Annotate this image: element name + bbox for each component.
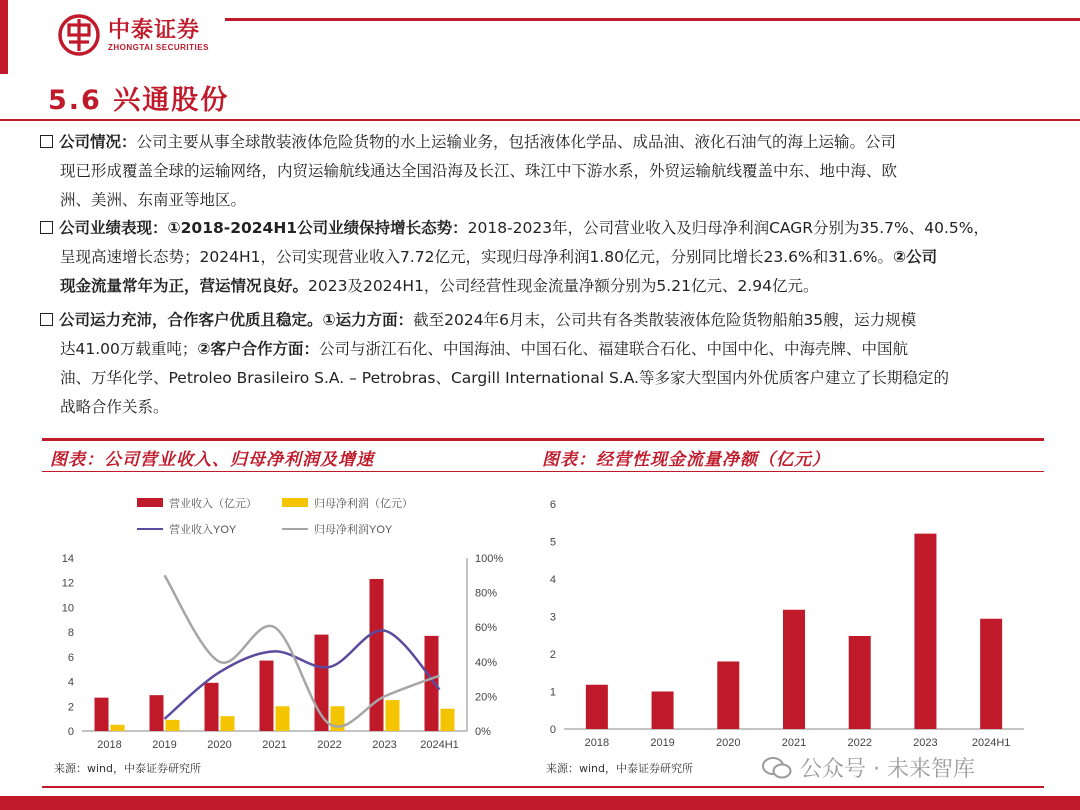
- paragraph-company-overview: [40, 128, 1050, 215]
- y-tick-label: 4: [549, 574, 556, 586]
- profit-bar: [111, 725, 125, 731]
- paragraph-capacity: [40, 306, 1050, 422]
- p3-line2b: 公司与浙江石化、中国海油、中国石化、福建联合石化、中国中化、中海壳牌、中国航: [319, 340, 909, 358]
- y2-tick-label: 100%: [475, 553, 504, 565]
- title-divider: [0, 119, 1080, 121]
- y-tick-label: 5: [549, 536, 556, 549]
- p3-lead: 公司运力充沛，合作客户优质且稳定。①运力方面：: [59, 311, 414, 329]
- cashflow-chart: [534, 474, 1044, 774]
- legend-label: 营业收入YOY: [169, 524, 237, 536]
- cashflow-bar: [783, 610, 805, 729]
- p1-lead: 公司情况：: [59, 133, 137, 151]
- x-tick-label: 2021: [262, 739, 287, 751]
- y2-tick-label: 80%: [475, 587, 498, 600]
- x-tick-label: 2019: [650, 737, 675, 749]
- chart-source: 来源：wind，中泰证券研究所: [54, 762, 202, 775]
- p3-line3: 油、万华化学、Petroleo Brasileiro S.A. – Petrobras、Cargill International S.A.等多家大型国内外优质客户建立了长期稳定的: [60, 369, 949, 387]
- legend-label: 归母净利润（亿元）: [314, 498, 413, 510]
- x-tick-label: 2024H1: [420, 739, 459, 751]
- p3-line2a: 达41.00万载重吨；: [60, 340, 198, 358]
- cashflow-bar: [980, 619, 1002, 729]
- revenue-profit-chart: [42, 474, 552, 774]
- legend-swatch: [137, 498, 163, 507]
- revenue-bar: [260, 661, 274, 731]
- p2-line3-bold: 现金流量常年为正，营运情况良好。: [60, 277, 309, 295]
- brand-logo: [58, 14, 209, 56]
- cashflow-bar: [717, 662, 739, 730]
- x-tick-label: 2022: [317, 739, 342, 751]
- x-tick-label: 2024H1: [971, 737, 1011, 749]
- watermark-text: 公众号 · 未来智库: [800, 757, 975, 782]
- chart-bottom-rule: [42, 786, 552, 788]
- wechat-icon: [762, 756, 792, 780]
- x-tick-label: 2023: [913, 737, 938, 749]
- x-tick-label: 2018: [97, 739, 122, 751]
- revenue-bar: [95, 698, 109, 731]
- y-tick-label: 3: [549, 611, 556, 624]
- x-tick-label: 2023: [372, 739, 397, 751]
- y-tick-label: 8: [67, 627, 74, 640]
- y-tick-label: 6: [67, 651, 74, 664]
- p2-lead: 公司业绩表现：①2018-2024H1公司业绩保持增长态势：: [59, 219, 468, 237]
- y2-tick-label: 60%: [475, 622, 498, 635]
- y-tick-label: 1: [549, 686, 556, 699]
- y2-tick-label: 20%: [475, 691, 498, 704]
- revenue-bar: [425, 636, 439, 731]
- cashflow-bar: [849, 636, 871, 729]
- slide-title: 5.6 兴通股份: [48, 85, 230, 116]
- chart-header: [534, 438, 1044, 472]
- checkbox-bullet-icon: [40, 313, 53, 326]
- brand-name-cn: 中泰证券: [108, 17, 201, 43]
- p3-line2-bold: ②客户合作方面：: [197, 340, 319, 358]
- zhongtai-logo-icon: [58, 14, 100, 56]
- p3-line4: 战略合作关系。: [60, 398, 169, 416]
- y-tick-label: 4: [67, 676, 74, 689]
- cashflow-chart-panel: [534, 438, 1044, 788]
- profit-bar: [166, 720, 180, 731]
- checkbox-bullet-icon: [40, 221, 53, 234]
- y2-tick-label: 40%: [475, 656, 498, 669]
- revenue-bar: [150, 695, 164, 731]
- x-tick-label: 2020: [716, 737, 741, 749]
- profit-bar: [386, 700, 400, 731]
- chart-title: 图表：公司营业收入、归母净利润及增速: [50, 450, 374, 470]
- x-tick-label: 2019: [152, 739, 177, 751]
- cashflow-bar: [652, 692, 674, 730]
- p1-line3: 洲、美洲、东南亚等地区。: [60, 191, 247, 209]
- revenue-bar: [370, 579, 384, 731]
- y-tick-label: 0: [67, 726, 74, 738]
- p2-line1: 2018-2023年，公司营业收入及归母净利润CAGR分别为35.7%、40.5%，: [467, 219, 990, 237]
- p2-line2-bold: ②公司: [892, 248, 938, 266]
- revenue-profit-chart-panel: [42, 438, 552, 788]
- p3-line1: 截至2024年6月末，公司共有各类散装液体危险货物船舶35艘，运力规模: [413, 311, 917, 329]
- profit-bar: [276, 706, 290, 731]
- profit-bar: [441, 709, 455, 731]
- header-rule: [225, 18, 1080, 21]
- header: [0, 0, 1080, 74]
- chart-header: [42, 438, 552, 472]
- legend-label: 营业收入（亿元）: [169, 498, 257, 510]
- p2-line2: 呈现高速增长态势；2024H1，公司实现营业收入7.72亿元，实现归母净利润1.80亿元，分别同比增长23.6%和31.6%。: [60, 248, 893, 266]
- x-tick-label: 2018: [584, 737, 610, 749]
- legend-swatch: [282, 498, 308, 507]
- y2-tick-label: 0%: [475, 726, 491, 738]
- chart-source: 来源：wind，中泰证券研究所: [546, 762, 694, 775]
- x-tick-label: 2021: [781, 737, 807, 749]
- y-tick-label: 10: [61, 602, 74, 615]
- watermark: [762, 752, 975, 783]
- profit-bar: [221, 716, 235, 731]
- y-tick-label: 12: [61, 577, 74, 590]
- cashflow-bar: [586, 685, 608, 729]
- y-tick-label: 2: [67, 701, 74, 714]
- chart-title: 图表：经营性现金流量净额（亿元）: [542, 450, 830, 470]
- brand-name-en: ZHONGTAI SECURITIES: [108, 42, 209, 52]
- x-tick-label: 2020: [207, 739, 232, 751]
- checkbox-bullet-icon: [40, 135, 53, 148]
- y-tick-label: 2: [549, 649, 556, 661]
- y-tick-label: 14: [61, 553, 74, 565]
- legend-label: 归母净利润YOY: [314, 524, 393, 536]
- p1-line2: 现已形成覆盖全球的运输网络，内贸运输航线通达全国沿海及长江、珠江中下游水系，外贸运输航线覆盖中东、地中海、欧: [60, 162, 898, 180]
- p1-line1: 公司主要从事全球散装液体危险货物的水上运输业务，包括液体化学品、成品油、液化石油气的海上运输。公司: [136, 133, 897, 151]
- y-tick-label: 0: [549, 724, 556, 736]
- y-tick-label: 6: [549, 499, 556, 511]
- chart-bottom-rule: [534, 786, 1044, 788]
- revenue-bar: [205, 683, 219, 731]
- footer-bar: [0, 796, 1080, 810]
- paragraph-performance: [40, 214, 1050, 301]
- cashflow-bar: [914, 534, 936, 729]
- p2-line3: 2023及2024H1，公司经营性现金流量净额分别为5.21亿元、2.94亿元。: [308, 277, 819, 295]
- x-tick-label: 2022: [847, 737, 872, 749]
